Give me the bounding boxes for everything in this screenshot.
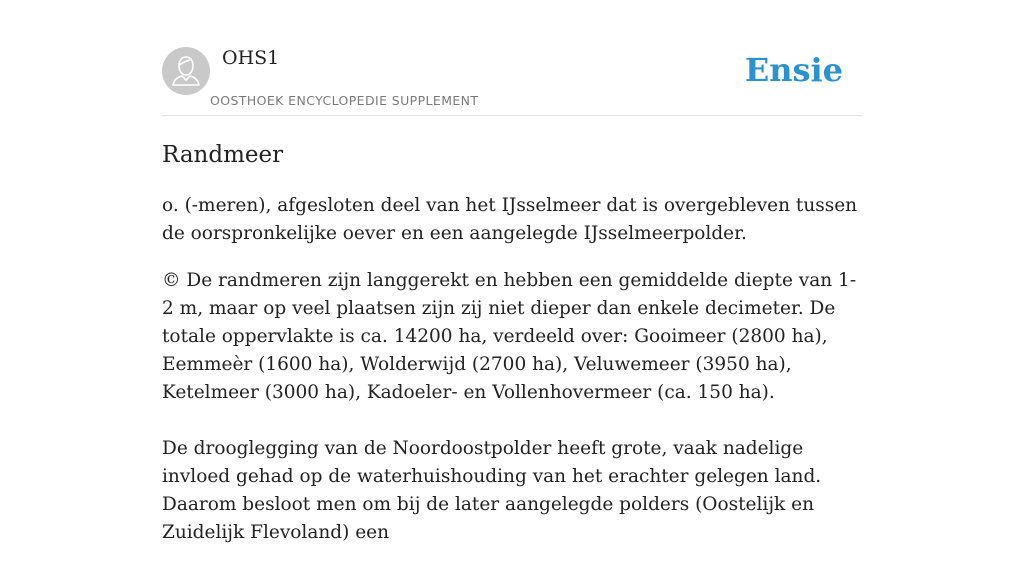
source-subtitle[interactable]: OOSTHOEK ENCYCLOPEDIE SUPPLEMENT [210, 93, 479, 108]
article-paragraph: o. (-meren), afgesloten deel van het IJsselmeer dat is overgebleven tussen de oorspronkelijke oever en een aangelegde IJsselmeerpolder. [162, 195, 858, 244]
article-paragraph: © De randmeren zijn langgerekt en hebben een gemiddelde diepte van 1-2 m, maar op veel plaatsen zijn zij niet dieper dan enkele decimeter. De totale oppervlakte is ca. 14200 ha, verdeeld over: Gooimeer (2800 ha), Eemmeèr (1600 ha), Wolderwijd (2700 ha), Veluwemeer (3950 ha), Ketelmeer (3000 ha), Kadoeler- en Vollenhovermeer (ca. 150 ha). [162, 270, 857, 403]
author-name[interactable]: OHS1 [222, 47, 280, 69]
user-silhouette-icon [162, 47, 210, 95]
author-avatar[interactable] [162, 47, 210, 95]
article-paragraph: De drooglegging van de Noordoostpolder heeft grote, vaak nadelige invloed gehad op de waterhuishouding van het erachter gelegen land. Daarom besloot men om bij de later aangelegde polders (Oostelijk en Zuidelijk Flevoland) een [162, 438, 822, 543]
article-body [162, 192, 862, 566]
header-divider [162, 115, 862, 116]
ensie-logo[interactable]: Ensie [744, 51, 843, 89]
article-title: Randmeer [162, 142, 284, 168]
